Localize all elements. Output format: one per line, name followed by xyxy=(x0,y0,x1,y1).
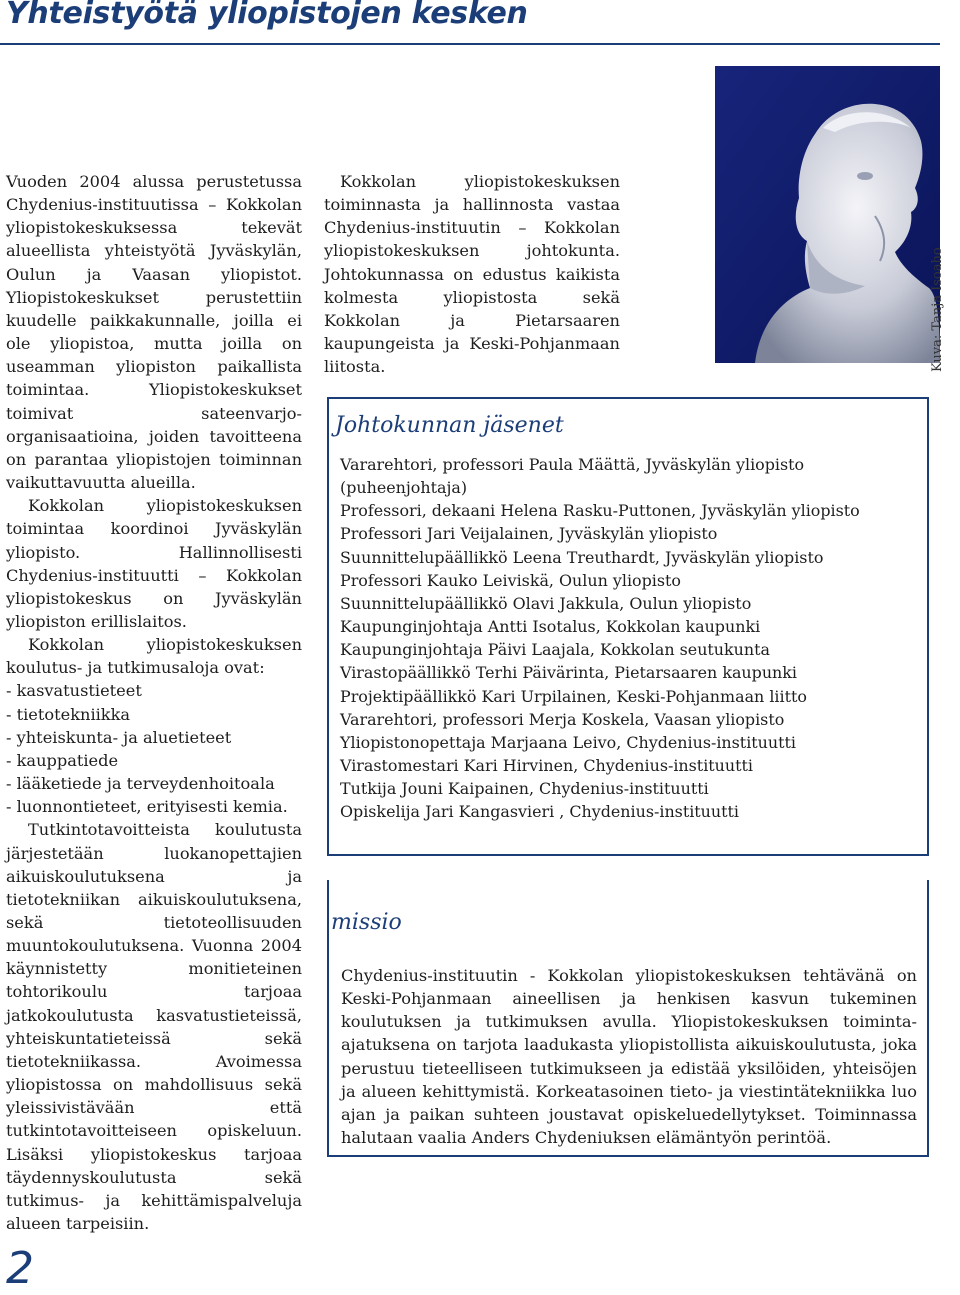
list-item: - tietotekniikka xyxy=(6,704,131,724)
list-item: Suunnittelupäällikkö Leena Treuthardt, Jyväskylän yliopisto xyxy=(340,547,824,567)
left-paragraph-2: Kokkolan yliopistokeskuksen toimintaa koordinoi Jyväskylän yliopisto. Hallinnollisesti Chydenius-instituutti – Kokkolan yliopistokeskus on Jyväskylän yliopiston erillislaitos. xyxy=(6,496,302,631)
page-number: 2 xyxy=(6,1243,34,1294)
list-item: Suunnittelupäällikkö Olavi Jakkula, Oulun yliopisto xyxy=(340,593,752,613)
list-item: - kasvatustieteet xyxy=(6,681,142,701)
list-item: Virastopäällikkö Terhi Päivärinta, Pietarsaaren kaupunki xyxy=(340,663,798,683)
page-title: Yhteistyötä yliopistojen kesken xyxy=(6,0,528,31)
mission-text: Chydenius-instituutin - Kokkolan yliopistokeskuksen tehtävänä on Keski-Pohjanmaan aineellisen ja henkisen kasvun tukeminen koulutuksen ja tutkimuksen avulla. Yliopistokeskuksen toiminta-ajatuksena on tarjota laadukasta yliopistollista aikuiskoulutusta, joka perustuu tieteelliseen tutkimukseen ja edistää yksilöiden, yhteisöjen ja alueen kehittymistä. Korkeatasoinen tieto- ja viestintätekniikka luo ajan ja paikan suhteen joustavat opiskeluedellytykset. Toiminnassa halutaan vaalia Anders Chydeniuksen elämäntyön perintöä. xyxy=(341,966,917,1148)
bust-photo xyxy=(715,66,940,363)
board-heading: Johtokunnan jäsenet xyxy=(335,413,564,438)
list-item: Yliopistonopettaja Marjaana Leivo, Chydenius-instituutti xyxy=(340,732,796,752)
left-paragraph-1: Vuoden 2004 alussa perustetussa Chydenius-instituutissa – Kokkolan yliopistokeskuksessa tekevät alueellista yhteistyötä Jyväskylän, Oulun ja Vaasan yliopistot. Yliopistokeskukset perustettiin kuudelle paikkakunnalle, joilla ei ole yliopistoa, mutta joilla on useamman yliopiston paikallista toimintaa. Yliopistokeskukset toimivat sateenvarjo-organisaatioina, joiden tavoitteena on parantaa yliopistojen toiminnan vaikuttavuutta alueilla. xyxy=(6,172,302,493)
list-item: Professori, dekaani Helena Rasku-Puttonen, Jyväskylän yliopisto xyxy=(340,501,860,521)
intro-block xyxy=(324,170,620,378)
list-item: Kaupunginjohtaja Päivi Laajala, Kokkolan seutukunta xyxy=(340,640,771,660)
list-item: Tutkija Jouni Kaipainen, Chydenius-instituutti xyxy=(340,779,709,799)
list-item: - lääketiede ja terveydenhoitoala xyxy=(6,774,275,794)
mission-box xyxy=(327,880,929,1157)
list-item: Vararehtori, professori Merja Koskela, Vaasan yliopisto xyxy=(340,709,785,729)
intro-paragraph: Kokkolan yliopistokeskuksen toiminnasta ja hallinnosta vastaa Chydenius-instituutin – Kokkolan yliopistokeskuksen johtokunta. Johtokunnassa on edustus kaikista kolmesta yliopistosta sekä Kokkolan ja Pietarsaaren kaupungeista ja Keski-Pohjanmaan liitosta. xyxy=(324,172,620,377)
left-paragraph-4: Tutkintotavoitteista koulutusta järjestetään luokanopettajien aikuiskoulutuksena ja tietotekniikan aikuiskoulutuksena, sekä tietoteollisuuden muuntokoulutuksena. Vuonna 2004 käynnistetty monitieteinen tohtorikoulu tarjoaa jatkokoulutusta kasvatustieteissä, yhteiskuntatieteissä sekä tietotekniikassa. Avoimessa yliopistossa on mahdollisuus sekä yleissivistävään että tutkintotavoitteiseen opiskeluun. Lisäksi yliopistokeskus tarjoaa täydennyskoulutusta sekä tutkimus- ja kehittämispalveluja alueen tarpeisiin. xyxy=(6,820,302,1234)
list-item: Opiskelija Jari Kangasvieri , Chydenius-instituutti xyxy=(340,802,740,822)
list-item: Virastomestari Kari Hirvinen, Chydenius-instituutti xyxy=(340,756,753,776)
left-paragraph-3: Kokkolan yliopistokeskuksen koulutus- ja tutkimusaloja ovat: xyxy=(6,635,302,678)
list-item: - kauppatiede xyxy=(6,750,119,770)
list-item: Vararehtori, professori Paula Määttä, Jyväskylän yliopisto (puheenjohtaja) xyxy=(340,455,805,498)
title-rule xyxy=(0,43,940,45)
list-item: - luonnontieteet, erityisesti kemia. xyxy=(6,797,288,817)
mission-heading: missio xyxy=(331,910,402,935)
fields-list xyxy=(6,679,302,818)
list-item: Kaupunginjohtaja Antti Isotalus, Kokkolan kaupunki xyxy=(340,617,761,637)
list-item: - yhteiskunta- ja aluetieteet xyxy=(6,727,232,747)
board-members-list xyxy=(340,453,920,824)
list-item: Projektipäällikkö Kari Urpilainen, Keski-Pohjanmaan liitto xyxy=(340,686,807,706)
left-column xyxy=(6,170,302,1235)
board-members-box xyxy=(327,397,929,856)
bust-illustration xyxy=(715,66,940,363)
list-item: Professori Jari Veijalainen, Jyväskylän yliopisto xyxy=(340,524,718,544)
list-item: Professori Kauko Leiviskä, Oulun yliopisto xyxy=(340,570,681,590)
